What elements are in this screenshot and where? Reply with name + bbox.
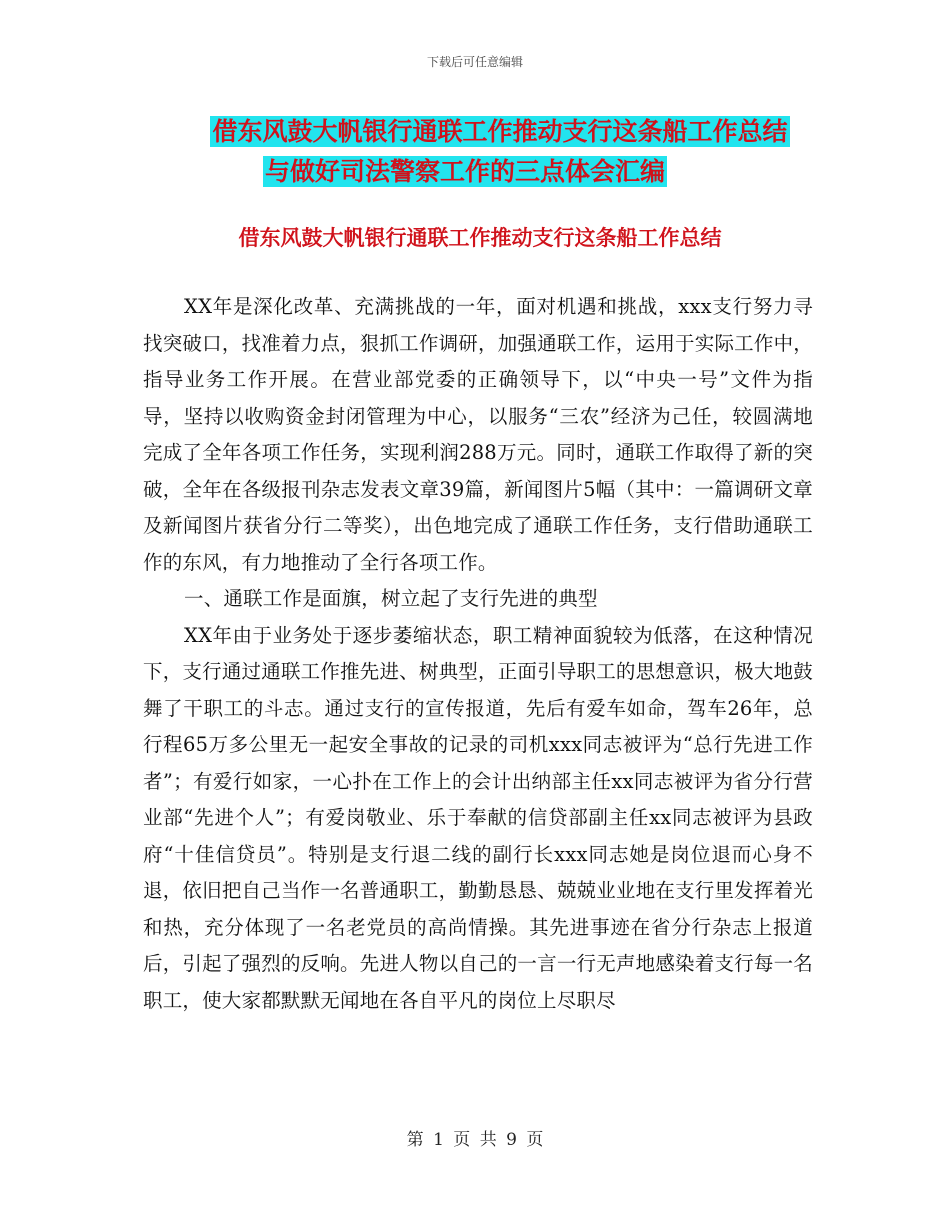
section-title: 借东风鼓大帆银行通联工作推动支行这条船工作总结 [238,226,722,250]
paragraph-intro: XX年是深化改革、充满挑战的一年，面对机遇和挑战，xxx支行努力寻找突破口，找准着力点，狠抓工作调研，加强通联工作，运用于实际工作中，指导业务工作开展。在营业部党委的正确领导下，以“中央一号”文件为指导，坚持以收购资金封闭管理为中心，以服务“三农”经济为己任，较圆满地完成了全年各项工作任务，实现利润288万元。同时，通联工作取得了新的突破，全年在各级报刊杂志发表文章39篇，新闻图片5幅（其中：一篇调研文章及新闻图片获省分行二等奖），出色地完成了通联工作任务，支行借助通联工作的东风，有力地推动了全行各项工作。 [143,295,813,574]
title-line-1 [0,112,950,152]
paragraph-body-1: XX年由于业务处于逐步萎缩状态，职工精神面貌较为低落，在这种情况下，支行通过通联工作推先进、树典型，正面引导职工的思想意识，极大地鼓舞了干职工的斗志。通过支行的宣传报道，先后有爱车如命，驾车26年，总行程65万多公里无一起安全事故的记录的司机xxx同志被评为“总行先进工作者”；有爱行如家，一心扑在工作上的会计出纳部主任xx同志被评为省分行营业部“先进个人”；有爱岗敬业、乐于奉献的信贷部副主任xx同志被评为县政府“十佳信贷员”。特别是支行退二线的副行长xxx同志她是岗位退而心身不退，依旧把自己当作一名普通职工，勤勤恳恳、兢兢业业地在支行里发挥着光和热，充分体现了一名老党员的高尚情操。其先进事迹在省分行杂志上报道后，引起了强烈的反响。先进人物以自己的一言一行无声地感染着支行每一名职工，使大家都默默无闻地在各自平凡的岗位上尽职尽 [143,623,813,1012]
body-text [143,289,813,1019]
header-note: 下载后可任意编辑 [426,55,523,69]
title-line-1-text: 借东风鼓大帆银行通联工作推动支行这条船工作总结 [212,117,788,146]
paragraph-heading-1: 一、通联工作是面旗，树立起了支行先进的典型 [184,587,598,610]
page-footer: 第 1 页 共 9 页 [406,1130,544,1150]
title-line-2-text: 与做好司法警察工作的三点体会汇编 [264,157,665,186]
document-title [0,112,950,192]
title-line-2 [0,152,950,192]
